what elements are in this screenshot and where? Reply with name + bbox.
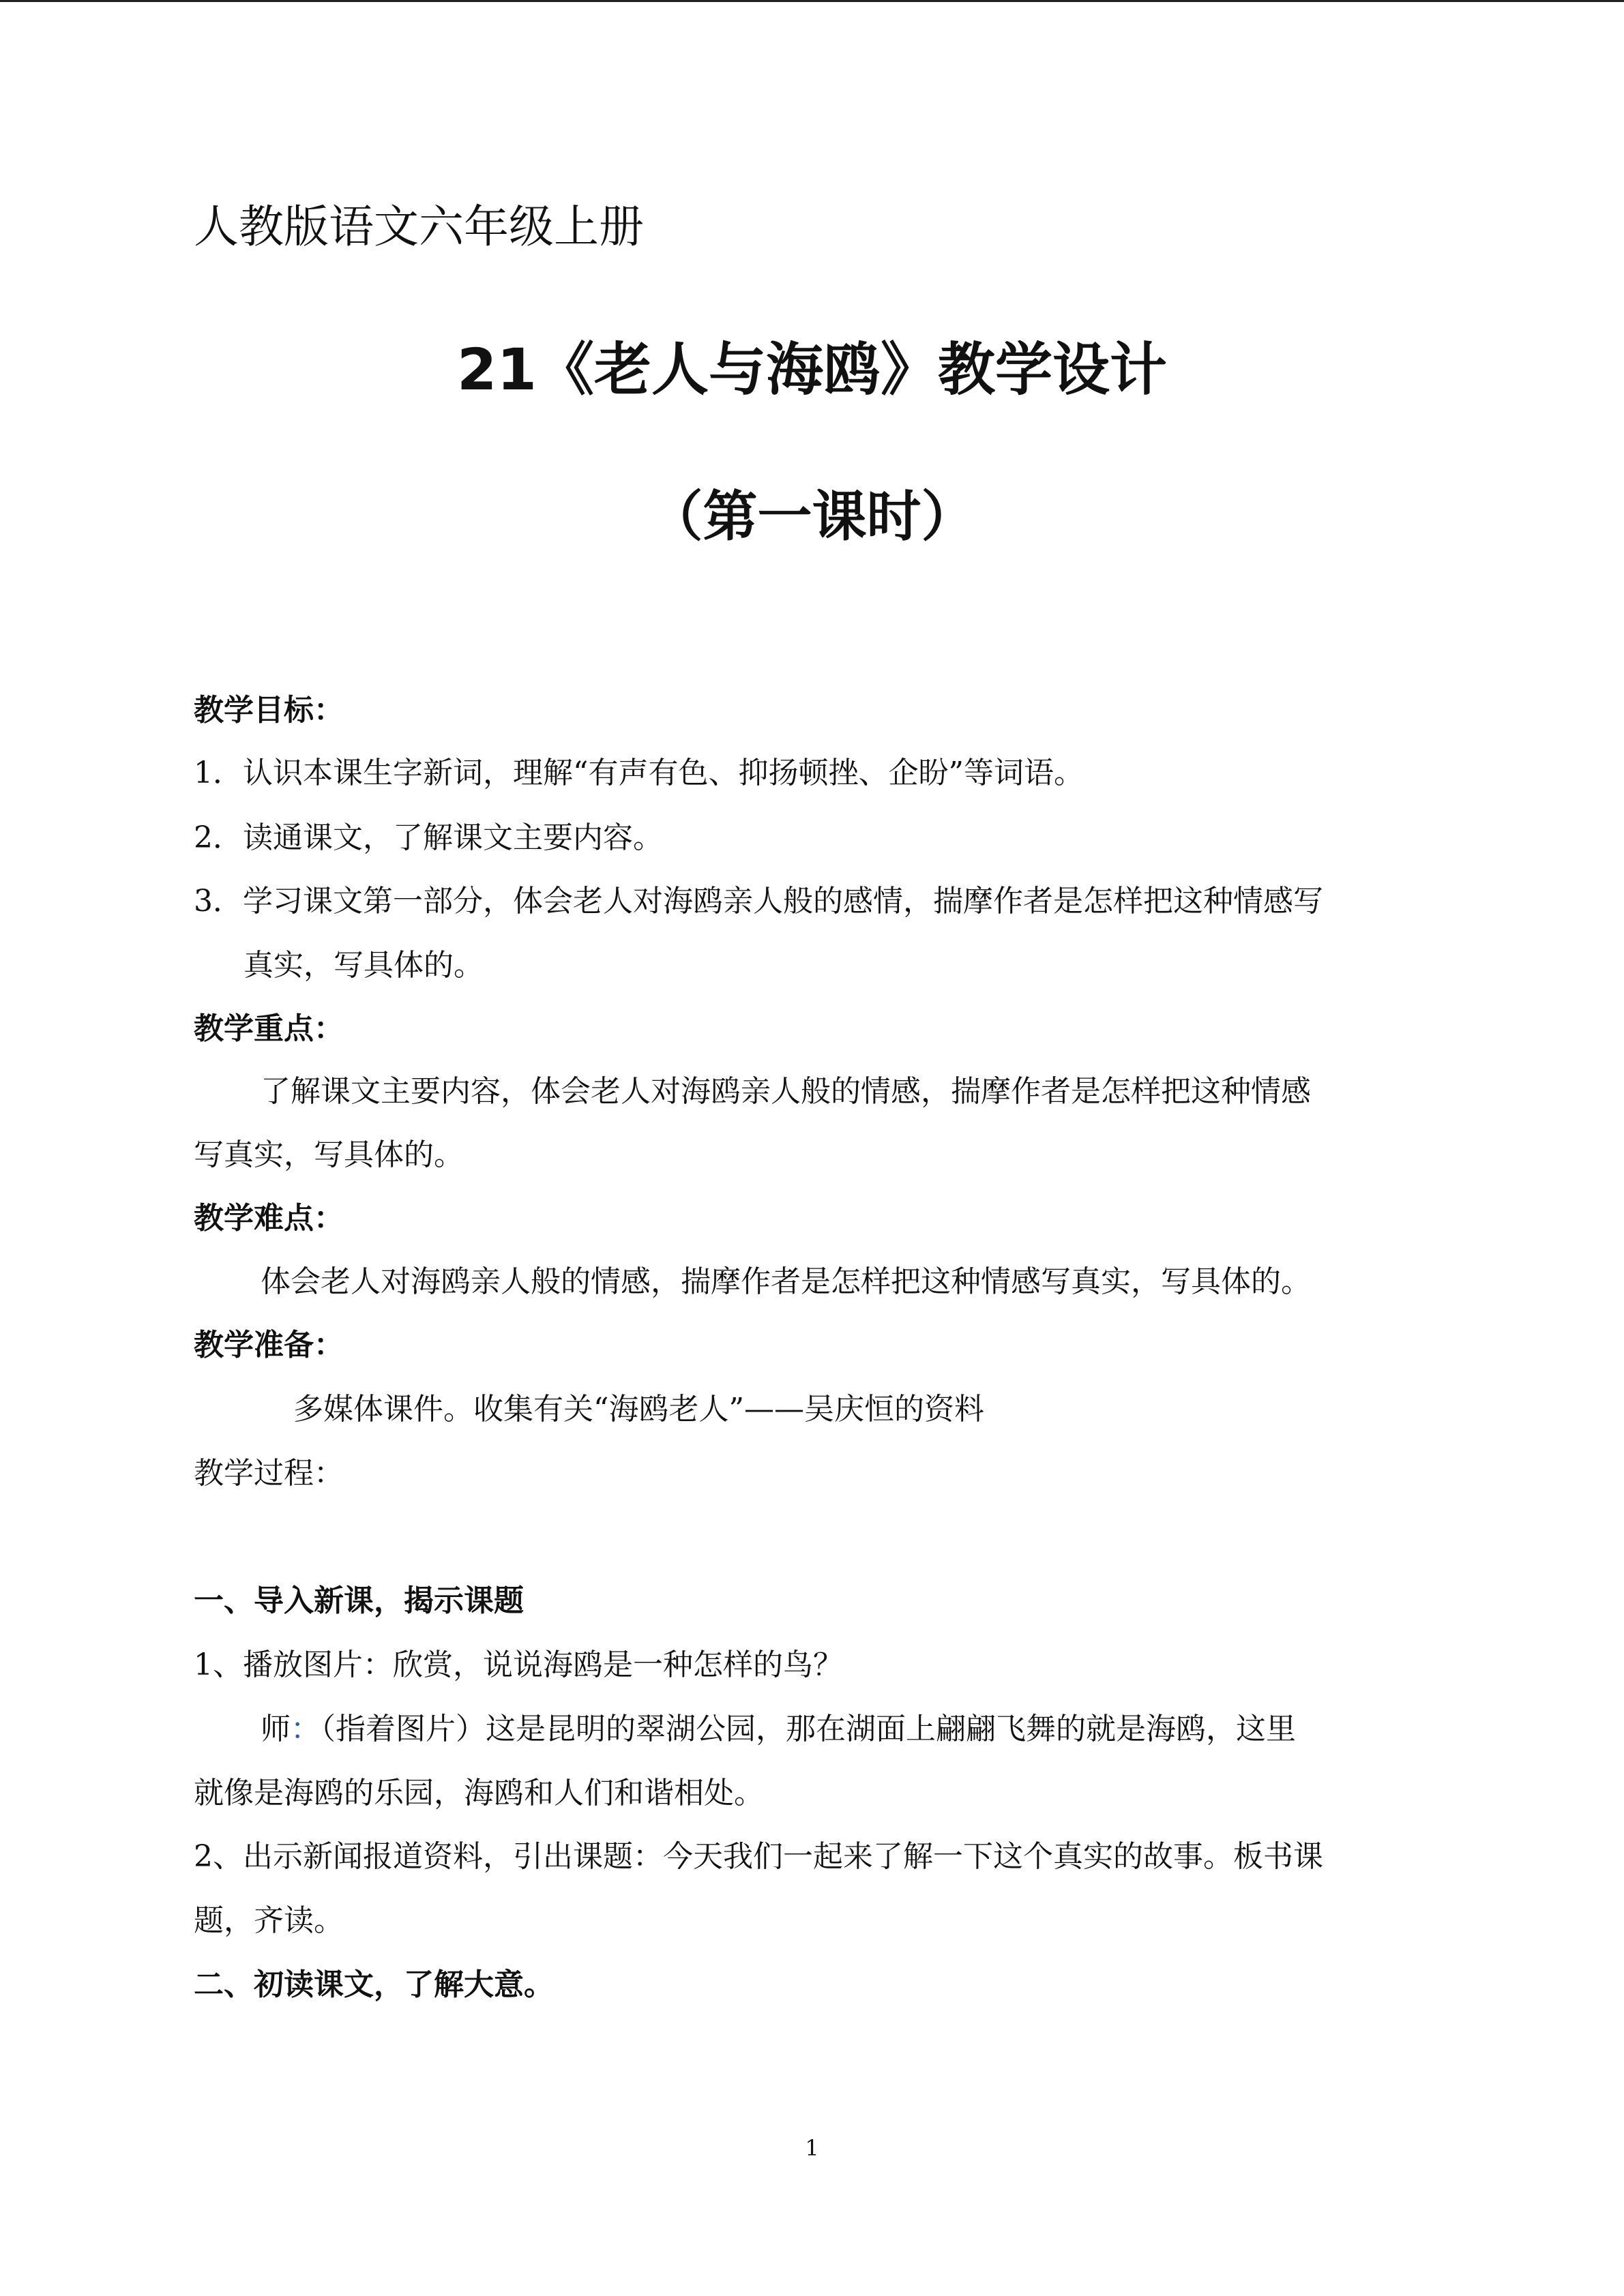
teacher-line-1 xyxy=(261,1714,1296,1744)
objective-item-3-continued: 真实，写具体的。 xyxy=(243,948,484,983)
page-subtitle: （第一课时） xyxy=(648,485,976,548)
page-title: 21《老人与海鸥》教学设计 xyxy=(457,336,1167,403)
section-1-step-1: 1、播放图片：欣赏，说说海鸥是一种怎样的鸟？ xyxy=(194,1648,843,1682)
difficulties-line-1: 体会老人对海鸥亲人般的情感，揣摩作者是怎样把这种情感写真实，写具体的。 xyxy=(261,1264,1311,1299)
key-points-line-2: 写真实，写具体的。 xyxy=(194,1137,464,1172)
section-2-heading: 二、初读课文，了解大意。 xyxy=(194,1967,554,2002)
key-points-line-1: 了解课文主要内容，体会老人对海鸥亲人般的情感，揣摩作者是怎样把这种情感 xyxy=(261,1074,1311,1109)
difficulties-heading: 教学难点： xyxy=(194,1201,344,1236)
key-points-heading: 教学重点： xyxy=(194,1011,344,1046)
series-label: 人教版语文六年级上册 xyxy=(194,200,644,253)
section-1-heading: 一、导入新课，揭示课题 xyxy=(194,1583,524,1618)
section-1-step-2-line-2: 题，齐读。 xyxy=(194,1903,344,1938)
objective-item-1: 1．认识本课生字新词，理解“有声有色、抑扬顿挫、企盼”等词语。 xyxy=(194,756,1084,790)
process-heading: 教学过程： xyxy=(194,1456,344,1491)
top-border xyxy=(0,0,1624,2)
objective-item-2: 2．读通课文，了解课文主要内容。 xyxy=(194,820,663,855)
objective-item-3: 3．学习课文第一部分，体会老人对海鸥亲人般的感情，揣摩作者是怎样把这种情感写 xyxy=(194,884,1323,919)
page-number: 1 xyxy=(805,2135,819,2161)
section-1-step-2-line-1: 2、出示新闻报道资料，引出课题：今天我们一起来了解一下这个真实的故事。板书课 xyxy=(194,1839,1323,1874)
teacher-label: 师 xyxy=(261,1712,291,1746)
preparation-heading: 教学准备： xyxy=(194,1328,344,1362)
teacher-line-2: 就像是海鸥的乐园，海鸥和人们和谐相处。 xyxy=(194,1776,764,1810)
objectives-heading: 教学目标： xyxy=(194,693,344,728)
teacher-colon: ： xyxy=(291,1712,321,1746)
preparation-line-1: 多媒体课件。收集有关“海鸥老人”——吴庆恒的资料 xyxy=(293,1392,984,1427)
teacher-text-1: （指着图片）这是昆明的翠湖公园，那在湖面上翩翩飞舞的就是海鸥，这里 xyxy=(321,1712,1296,1746)
